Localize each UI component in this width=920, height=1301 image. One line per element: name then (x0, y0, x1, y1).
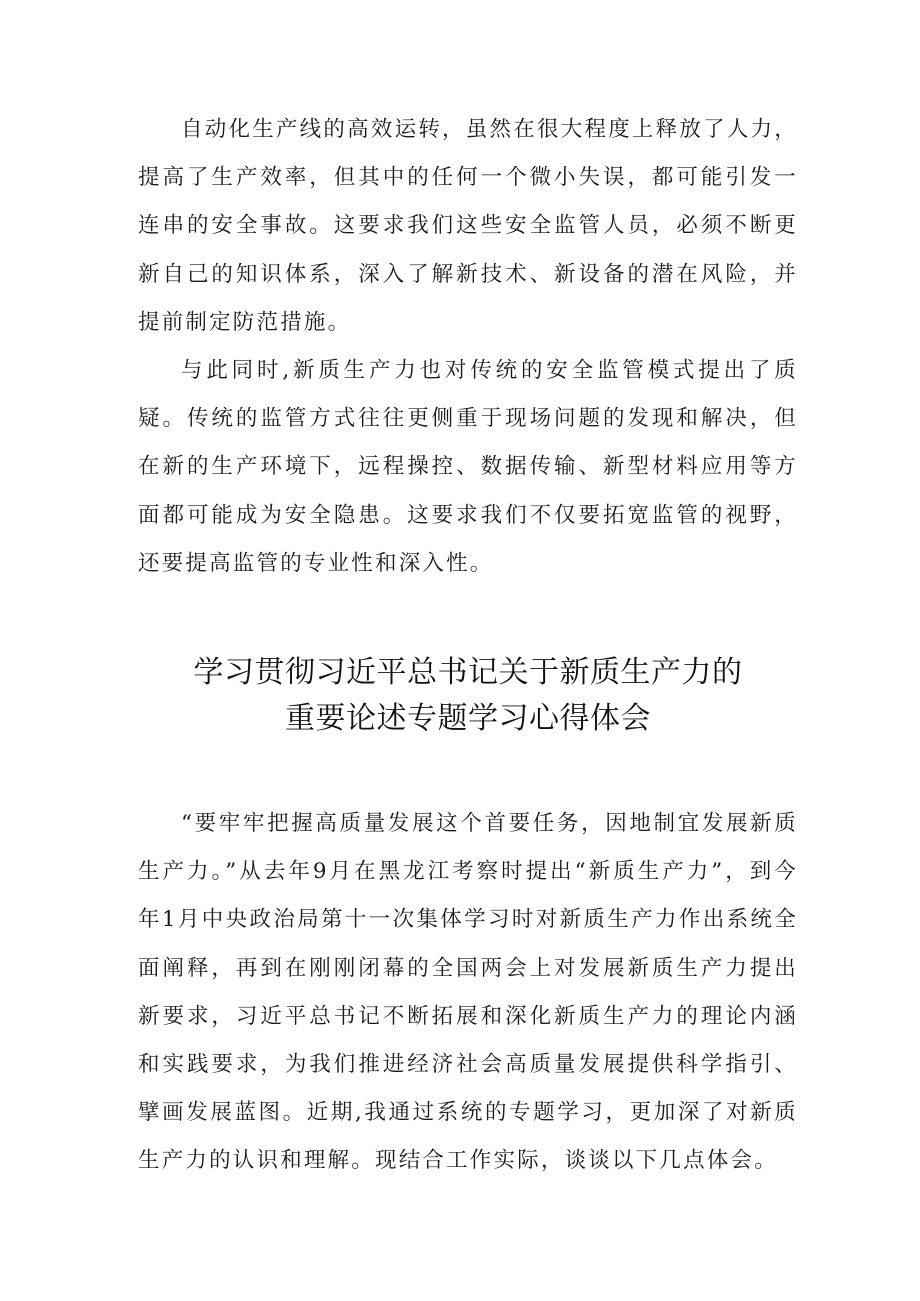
article-title-line-2: 重要论述专题学习心得体会 (285, 701, 651, 737)
body-paragraph-2: 与此同时,新质生产力也对传统的安全监管模式提出了质疑。传统的监管方式往往更侧重于现场问题的发现和解决，但在新的生产环境下，远程操控、数据传输、新型材料应用等方面都可能成为安全隐患。这要求我们不仅要拓宽监管的视野，还要提高监管的专业性和深入性。 (138, 358, 798, 576)
body-paragraph-3: “要牢牢把握高质量发展这个首要任务，因地制宜发展新质生产力。”从去年9月在黑龙江考察时提出“新质生产力”，到今年1月中央政治局第十一次集体学习时对新质生产力作出系统全面阐释，再到在刚刚闭幕的全国两会上对发展新质生产力提出新要求，习近平总书记不断拓展和深化新质生产力的理论内涵和实践要求，为我们推进经济社会高质量发展提供科学指引、擘画发展蓝图。近期,我通过系统的专题学习，更加深了对新质生产力的认识和理解。现结合工作实际，谈谈以下几点体会。 (138, 811, 798, 1174)
article-title-line-1: 学习贯彻习近平总书记关于新质生产力的 (193, 655, 743, 691)
article-title (138, 650, 798, 742)
body-paragraph-1: 自动化生产线的高效运转，虽然在很大程度上释放了人力，提高了生产效率，但其中的任何一个微小失误，都可能引发一连串的安全事故。这要求我们这些安全监管人员，必须不断更新自己的知识体系，深入了解新技术、新设备的潜在风险，并提前制定防范措施。 (138, 117, 798, 335)
document-page (138, 106, 798, 1186)
